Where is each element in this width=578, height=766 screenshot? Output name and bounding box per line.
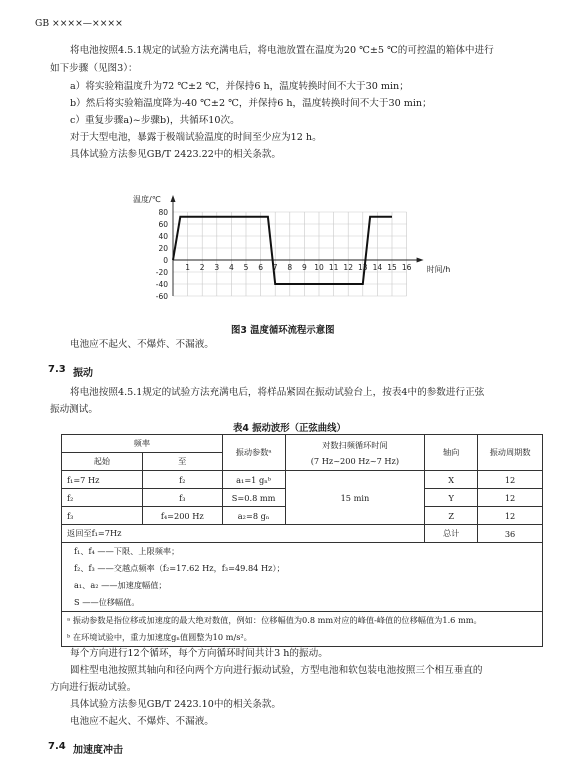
cell-to: f₂ [142, 471, 222, 489]
x-tick-label: 1 [185, 263, 190, 272]
after-para-1: 每个方向进行12个循环，每个方向循环时间共计3 h的振动。 [70, 648, 328, 659]
section-7-4-number: 7.4 [48, 741, 66, 752]
header-axis: 轴向 [425, 435, 478, 471]
temperature-series-line [173, 217, 392, 284]
cell-axis: Z [425, 507, 478, 525]
y-tick-label: 20 [158, 244, 168, 253]
x-tick-label: 14 [372, 263, 383, 272]
legend-line-4: S ——位移幅值。 [74, 597, 140, 607]
after-para-3: 具体试验方法参见GB/T 2423.10中的相关条款。 [70, 699, 281, 710]
after-para-2b: 方向进行振动试验。 [50, 682, 137, 693]
header-sweep-line-1: 对数扫频循环时间 [322, 439, 388, 450]
header-to: 至 [142, 453, 222, 471]
x-tick-label: 3 [214, 263, 220, 272]
x-tick-label: 6 [258, 263, 263, 272]
y-tick-label: 60 [158, 220, 168, 229]
header-frequency: 频率 [62, 435, 223, 453]
step-a: a）将实验箱温度升为72 ℃±2 ℃，并保持6 h，温度转换时间不大于30 min； [70, 81, 409, 92]
x-tick-label: 4 [229, 263, 234, 272]
cell-cycles: 12 [478, 471, 543, 489]
header-start: 起始 [62, 453, 143, 471]
x-tick-label: 16 [401, 263, 412, 272]
y-tick-label: -40 [155, 280, 168, 289]
cell-param: a₂=8 gₙ [222, 507, 285, 525]
vibration-para-2: 振动测试。 [50, 404, 98, 415]
vibration-table [61, 434, 543, 647]
vibration-para-1: 将电池按照4.5.1规定的试验方法充满电后，将样品紧固在振动试验台上，按表4中的参数进行正弦 [70, 387, 485, 398]
cell-return: 返回至f₁=7Hz [62, 525, 425, 543]
header-vibration-param: 振动参数ᵃ [222, 435, 285, 471]
after-para-2a: 圆柱型电池按照其轴向和径向两个方向进行振动试验，方型电池和软包装电池按照三个相互垂直的 [70, 665, 483, 676]
cell-total-label: 总计 [425, 525, 478, 543]
legend-line-1: f₁、f₄ ——下限、上限频率； [74, 546, 180, 556]
cell-param: a₁=1 gₙᵇ [222, 471, 285, 489]
x-tick-label: 13 [358, 263, 368, 272]
y-tick-label: 0 [163, 256, 168, 265]
note-b: ᵇ 在环境试验中，重力加速度gₙ值圆整为10 m/s²。 [67, 632, 252, 642]
large-battery-note: 对于大型电池，暴露于极端试验温度的时间至少应为12 h。 [70, 132, 322, 143]
x-tick-label: 12 [343, 263, 353, 272]
after-para-4: 电池应不起火、不爆炸、不漏液。 [70, 716, 214, 727]
table-row [62, 471, 543, 489]
x-tick-label: 10 [314, 263, 324, 272]
temperature-cycle-chart [120, 160, 460, 320]
figure-result: 电池应不起火、不爆炸、不漏液。 [70, 339, 214, 350]
step-c: c）重复步骤a)~步骤b)，共循环10次。 [70, 115, 240, 126]
cell-axis: X [425, 471, 478, 489]
cell-start: f₃ [62, 507, 143, 525]
cell-start: f₁=7 Hz [62, 471, 143, 489]
y-axis-arrow [171, 195, 176, 202]
table-legend [62, 543, 543, 612]
test-method-ref: 具体试验方法参见GB/T 2423.22中的相关条款。 [70, 149, 281, 160]
y-tick-label: 40 [158, 232, 168, 241]
cell-to: f₄=200 Hz [142, 507, 222, 525]
table-caption: 表4 振动波形（正弦曲线） [233, 423, 346, 434]
page-header: GB ××××—×××× [35, 18, 123, 29]
header-sweep-time [285, 435, 425, 471]
section-7-3-number: 7.3 [48, 364, 66, 375]
step-b: b）然后将实验箱温度降为-40 ℃±2 ℃，并保持6 h，温度转换时间不大于30 min； [70, 98, 432, 109]
x-tick-label: 2 [199, 263, 205, 272]
intro-line-2: 如下步骤（见图3）： [50, 63, 138, 74]
x-tick-label: 9 [302, 263, 307, 272]
header-cycles: 振动周期数 [478, 435, 543, 471]
y-tick-label: -60 [155, 292, 168, 301]
section-7-3-title: 振动 [73, 368, 93, 379]
intro-line-1: 将电池按照4.5.1规定的试验方法充满电后，将电池放置在温度为20 ℃±5 ℃的可控温的箱体中进行 [70, 45, 494, 56]
legend-line-2: f₂、f₃ ——交越点频率（f₂=17.62 Hz，f₃=49.84 Hz）； [74, 563, 285, 573]
cell-cycles: 12 [478, 507, 543, 525]
cell-start: f₂ [62, 489, 143, 507]
x-tick-label: 5 [243, 263, 249, 272]
y-axis-label: 温度/℃ [133, 195, 161, 204]
x-axis-arrow [417, 258, 424, 263]
x-tick-label: 7 [272, 263, 278, 272]
table-row-return [62, 525, 543, 543]
note-a: ᵃ 振动参数是指位移或加速度的最大绝对数值，例如：位移幅值为0.8 mm对应的峰值-峰值的位移幅值为1.6 mm。 [67, 615, 482, 625]
y-tick-label: -20 [155, 268, 168, 277]
legend-line-3: a₁、a₂ ——加速度幅值； [74, 580, 167, 590]
x-tick-label: 8 [287, 263, 293, 272]
y-tick-label: 80 [158, 208, 168, 217]
section-7-4-title: 加速度冲击 [73, 745, 123, 756]
x-tick-label: 15 [387, 263, 397, 272]
cell-param: S=0.8 mm [222, 489, 285, 507]
cell-sweep-time: 15 min [285, 471, 425, 525]
cell-total-value: 36 [478, 525, 543, 543]
cell-axis: Y [425, 489, 478, 507]
x-axis-label: 时间/h [426, 265, 451, 274]
x-tick-label: 11 [328, 263, 339, 272]
cell-cycles: 12 [478, 489, 543, 507]
cell-to: f₃ [142, 489, 222, 507]
table-notes [62, 612, 543, 647]
figure-caption: 图3 温度循环流程示意图 [231, 325, 335, 336]
header-sweep-line-2: (7 Hz~200 Hz~7 Hz) [310, 455, 400, 466]
